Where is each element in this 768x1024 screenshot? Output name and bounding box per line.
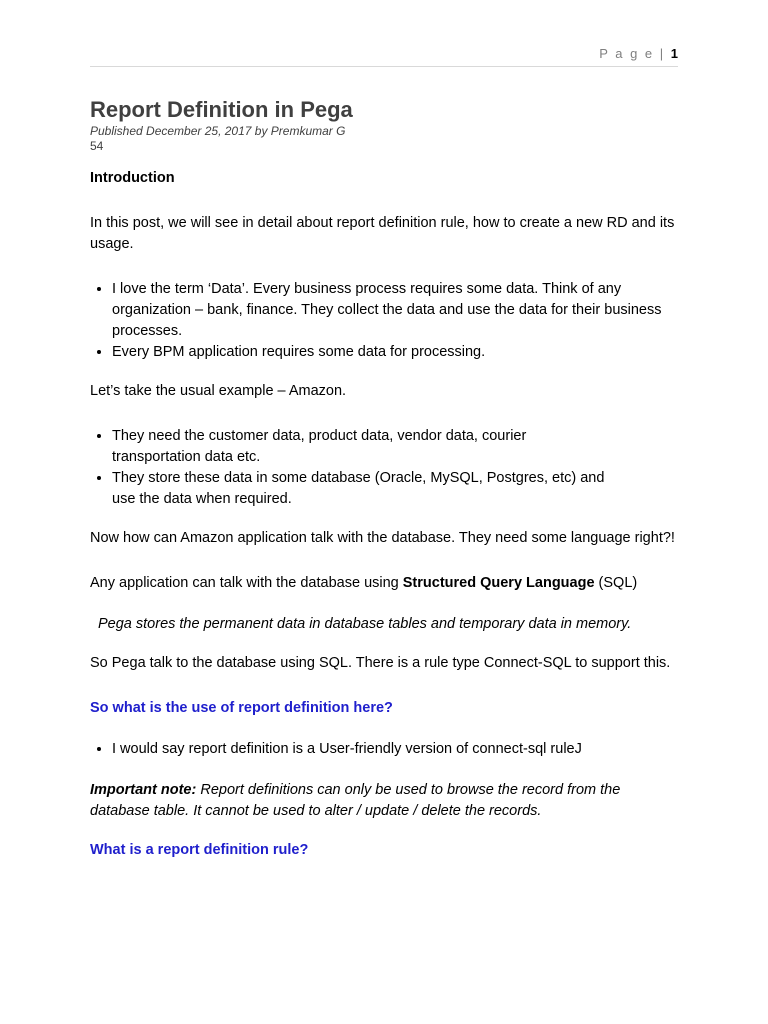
list-item: • Every BPM application requires some data for processing. — [112, 342, 680, 363]
page-number: 1 — [670, 46, 678, 61]
sql-paragraph — [90, 573, 680, 594]
list-item: • I would say report definition is a User-friendly version of connect-sql ruleJ — [112, 739, 680, 760]
page-header — [90, 46, 678, 67]
amazon-bullet-list — [90, 426, 680, 510]
list-item: • They store these data in some database (Oracle, MySQL, Postgres, etc) and use the data when required. — [112, 468, 680, 510]
definition-heading: What is a report definition rule? — [90, 842, 309, 858]
use-heading: So what is the use of report definition here? — [90, 700, 393, 716]
article-byline: Published December 25, 2017 by Premkumar G — [90, 124, 346, 138]
note-text: Report definitions can only be used to browse the record from the database table. It cannot be used to alter / update / delete the records. — [90, 782, 621, 819]
pega-quote: Pega stores the permanent data in database tables and temporary data in memory. — [98, 616, 632, 632]
article-count: 54 — [90, 139, 104, 153]
data-bullet-list — [90, 279, 680, 363]
note-label: Important note: — [90, 782, 197, 798]
question-paragraph: Now how can Amazon application talk with the database. They need some language right?! — [90, 530, 675, 546]
important-note — [90, 780, 680, 822]
sql-text-suffix: (SQL) — [594, 575, 638, 591]
list-item: • They need the customer data, product data, vendor data, courier transportation data etc. — [112, 426, 680, 468]
intro-paragraph: In this post, we will see in detail about report definition rule, how to create a new RD and its usage. — [90, 215, 675, 252]
connect-sql-paragraph: So Pega talk to the database using SQL. There is a rule type Connect-SQL to support this. — [90, 655, 671, 671]
article-title: Report Definition in Pega — [90, 97, 353, 122]
sql-text-prefix: Any application can talk with the database using — [90, 575, 403, 591]
example-paragraph: Let’s take the usual example – Amazon. — [90, 383, 347, 399]
intro-heading: Introduction — [90, 170, 175, 186]
page-label: P a g e | — [599, 46, 666, 61]
list-item: • I love the term ‘Data’. Every business process requires some data. Think of any organization – bank, finance. They collect the data and use the data for their business processes. — [112, 279, 680, 342]
sql-text-bold: Structured Query Language — [402, 575, 595, 591]
document-content — [90, 96, 680, 861]
opinion-bullet-list — [90, 739, 680, 760]
